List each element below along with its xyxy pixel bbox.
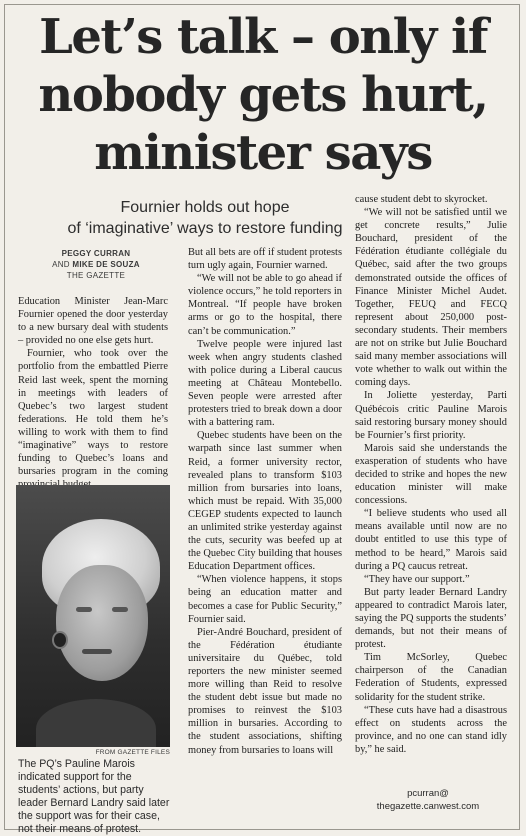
photo-mouth [82,649,112,654]
photo-credit: FROM GAZETTE FILES [95,749,170,756]
article-paragraph: Pier-André Bouchard, president of the Fédération étudiante universitaire du Québec, told reporters the new minister seemed more willing than Reid to resolve the student debt issue but made no promises to reinvest the $103 million in bursaries. According to the student associations, shifting money from bursaries to loans will [188,626,342,756]
article-column-3 [355,193,507,756]
photo-eye [76,607,92,612]
article-column-2 [188,246,342,757]
headline-line-3: minister says [94,125,432,181]
article-paragraph: “These cuts have had a disastrous effect on students across the province, and no one can stand idly by,” he said. [355,704,507,755]
photo-face [56,565,148,681]
article-paragraph: Marois said she understands the exasperation of students who have decided to strike and hopes the new education minister will make concessions. [355,442,507,507]
author-contact [358,787,498,813]
subheadline-line-1: Fournier holds out hope [120,199,290,216]
article-paragraph: “When violence happens, it stops being an education matter and becomes a case for Public Security,” Fournier said. [188,574,342,625]
article-paragraph: Fournier, who took over the portfolio from the embattled Pierre Reid last week, spent the morning in meetings with leaders of Quebec’s two largest student federations. He told them he’s willing to work with them to find “imaginative” ways to restore funding to Quebec’s loans and bursaries program in the coming [18,348,168,478]
article-paragraph: Twelve people were injured last week when angry students clashed with police during a Liberal caucus meeting at Château Montebello. Seven people were arrested after protesters tried to break down a door with a battering ram. [188,338,342,429]
byline-author-2-line [30,259,162,270]
byline-author-2: MIKE DE SOUZA [72,260,140,269]
article-paragraph: “We will not be satisfied until we get concrete results,” Julie Bouchard, president of the Fédération étudiante collégiale du Québec, said after the two groups demonstrated outside the offices of Finance Minister Michel Audet. Together, FEUQ and FECQ represent about 250,000 post-secondary students. Their members are not on strike but Julie Bouchard said many member associations will vote whether to walk out within the coming days. [355,207,507,389]
article-paragraph: But all bets are off if student protests turn ugly again, Fournier warned. [188,247,342,272]
byline-outlet: THE GAZETTE [66,271,126,280]
article-paragraph: “They have our support.” [364,573,470,585]
article-paragraph: In Joliette yesterday, Parti Québécois critic Pauline Marois said restoring bursary money should be Fournier’s first priority. [355,390,507,441]
headline-line-2: nobody gets hurt, [38,67,488,123]
article-column-1 [18,295,168,491]
byline-and: AND [52,260,70,269]
article-paragraph: But party leader Bernard Landry appeared to contradict Marois later, saying the PQ supports the students’ demands, but not their means of protest. [355,586,507,651]
author-email: pcurran@ [407,788,449,799]
article-paragraph: cause student debt to skyrocket. [355,194,488,205]
headline [10,8,516,182]
photo-earring [52,631,68,649]
subheadline-line-2: of ‘imaginative’ ways to restore funding [67,220,343,237]
article-paragraph: “I believe students who used all means available until now are no doubt entitled to use this type of method to be heard,” Marois said during a PQ caucus retreat. [355,508,507,572]
subheadline [40,197,370,239]
article-paragraph: Tim McSorley, Quebec chairperson of the Canadian Federation of Students, expressed solidarity for the student strike. [355,652,507,703]
photo-eye [112,607,128,612]
photo-caption: The PQ’s Pauline Marois indicated support for the students’ actions, but party leader Bernard Landry said later the support was for their case, not their means of protest. [18,758,170,835]
author-website: thegazette.canwest.com [376,801,480,812]
headline-line-1: Let’s talk – only if [39,9,487,65]
photo-shoulders [36,699,156,747]
article-paragraph: Quebec students have been on the warpath since last summer when Reid, a former university rector, revealed plans to transform $103 million from bursaries into loans, which must be repaid. With 35,000 CEGEP students expected to launch an unlimited strike yesterday against the cuts, security was beefed up at the Quebec City building that houses Education Department offices. [188,430,342,573]
article-paragraph: “We will not be able to go ahead if violence occurs,” he told reporters in Montreal. “If people have broken arms or go to the hospital, there can’t be communication.” [188,273,342,337]
byline-author-1: PEGGY CURRAN [61,249,131,258]
photo-pauline-marois [16,485,170,747]
byline [30,248,162,281]
article-paragraph: Education Minister Jean-Marc Fournier opened the door yesterday to a new bursary deal with students – provided no one else gets hurt. [18,296,168,347]
